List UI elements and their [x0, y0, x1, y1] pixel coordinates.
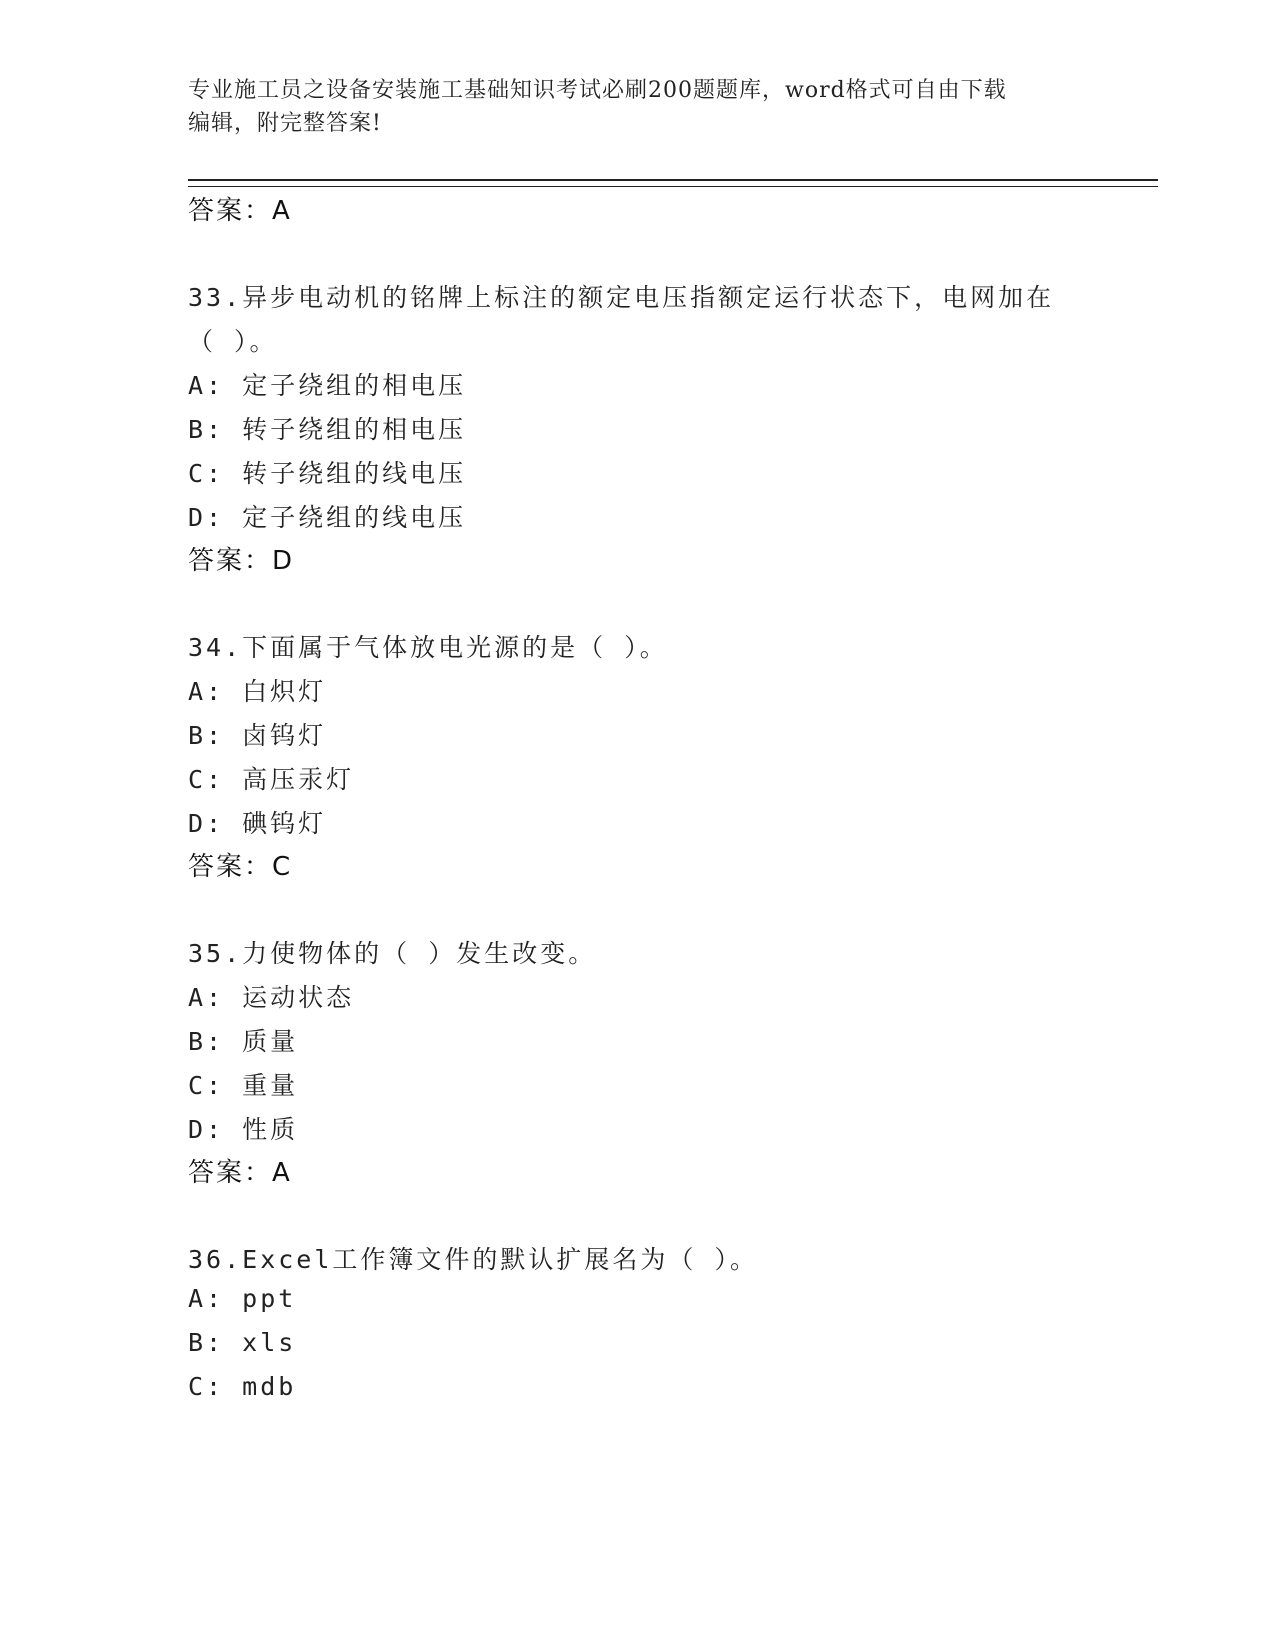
question-34-option-b: B: 卤钨灯 — [188, 721, 327, 750]
question-35-option-a: A: 运动状态 — [188, 983, 355, 1012]
document-header — [188, 74, 1068, 140]
question-33-option-b: B: 转子绕组的相电压 — [188, 415, 467, 444]
question-35-option-d: D: 性质 — [188, 1115, 299, 1144]
question-36-stem: 36.Excel工作簿文件的默认扩展名为（ ）。 — [188, 1245, 758, 1274]
answer-34: 答案：C — [188, 852, 293, 882]
question-34-option-a: A: 白炽灯 — [188, 677, 327, 706]
question-36-option-a: A: ppt — [188, 1284, 297, 1313]
question-33-option-c: C: 转子绕组的线电压 — [188, 459, 467, 488]
header-line-1: 专业施工员之设备安装施工基础知识考试必刷200题题库，word格式可自由下载 — [188, 78, 1007, 103]
answer-33: 答案：D — [188, 546, 295, 576]
question-35-option-b: B: 质量 — [188, 1027, 299, 1056]
header-divider — [188, 179, 1158, 187]
question-34-stem: 34.下面属于气体放电光源的是（ ）。 — [188, 633, 668, 662]
question-34-option-c: C: 高压汞灯 — [188, 765, 355, 794]
question-36-option-b: B: xls — [188, 1328, 297, 1357]
header-line-2: 编辑，附完整答案! — [188, 111, 382, 136]
answer-32: 答案：A — [188, 196, 292, 226]
question-33-stem-line-1: 33.异步电动机的铭牌上标注的额定电压指额定运行状态下，电网加在 — [188, 283, 1055, 312]
question-35-option-c: C: 重量 — [188, 1071, 299, 1100]
question-36-option-c: C: mdb — [188, 1372, 297, 1401]
question-33-option-a: A: 定子绕组的相电压 — [188, 371, 467, 400]
question-35-stem: 35.力使物体的（ ）发生改变。 — [188, 939, 597, 968]
answer-35: 答案：A — [188, 1158, 292, 1188]
question-34-option-d: D: 碘钨灯 — [188, 809, 327, 838]
question-33-option-d: D: 定子绕组的线电压 — [188, 503, 467, 532]
question-33-stem-line-2: （ ）。 — [188, 327, 278, 356]
